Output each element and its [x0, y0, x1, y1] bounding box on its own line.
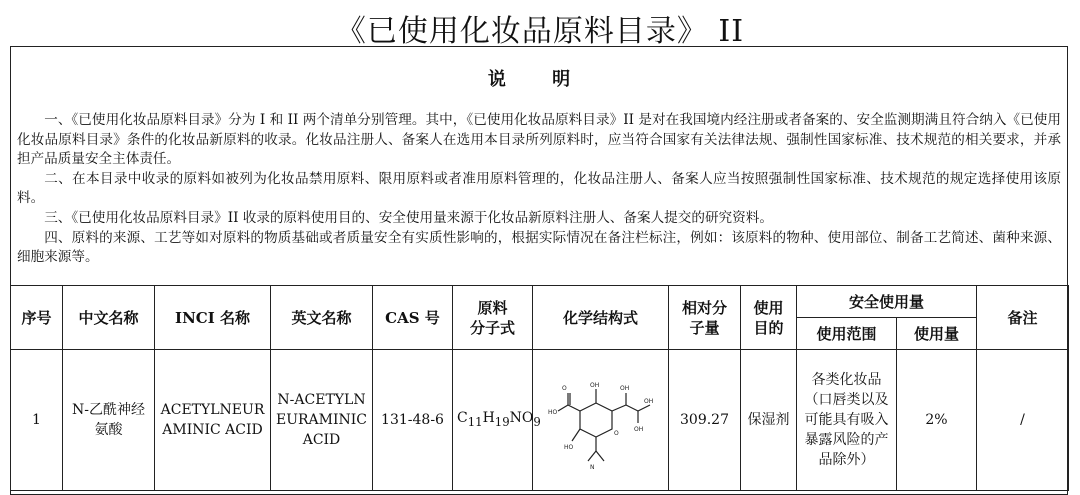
table-header-row: [11, 286, 1069, 318]
catalog-sheet: [10, 46, 1068, 495]
header-amount: 使用量: [897, 318, 977, 350]
notes-section: [11, 47, 1067, 285]
header-cn-name: 中文名称: [63, 286, 155, 350]
cell-mw: 309.27: [669, 350, 741, 491]
header-scope: 使用范围: [797, 318, 897, 350]
header-remarks: 备注: [977, 286, 1069, 350]
header-inci: INCI 名称: [155, 286, 271, 350]
svg-text:OH: OH: [643, 398, 653, 405]
cell-en-name: N-ACETYLNEURAMINIC ACID: [271, 350, 373, 491]
cell-purpose: 保湿剂: [741, 350, 797, 491]
svg-text:OH: OH: [633, 426, 643, 433]
cell-formula: $C_{11}H_{19}NO_9$: [453, 350, 533, 491]
cell-cas: 131-48-6: [373, 350, 453, 491]
header-no: 序号: [11, 286, 63, 350]
svg-text:HO: HO: [563, 444, 573, 451]
header-mw: 相对分 子量: [669, 286, 741, 350]
note-paragraph-3: 三、《已使用化妆品原料目录》II 收录的原料使用目的、安全使用量来源于化妆品新原料注册人、备案人提交的研究资料。: [44, 209, 773, 226]
svg-text:OH: OH: [619, 385, 629, 392]
table-row: [11, 350, 1069, 491]
cell-structure: [533, 350, 669, 491]
ingredient-table: [10, 285, 1069, 491]
cell-inci: ACETYLNEURAMINIC ACID: [155, 350, 271, 491]
svg-text:HO: HO: [547, 409, 557, 416]
chemical-structure-image: [546, 365, 656, 475]
document-title: 《已使用化妆品原料目录》 II: [335, 14, 745, 49]
note-paragraph-4: 四、原料的来源、工艺等如对原料的物质基础或者质量安全有实质性影响的，根据实际情况在备注栏标注，例如：该原料的物种、使用部位、制备工艺简述、菌种来源、细胞来源等。: [17, 229, 1061, 266]
header-safety-group: 安全使用量: [797, 286, 977, 318]
note-paragraph-2: 二、在本目录中收录的原料如被列为化妆品禁用原料、限用原料或者准用原料管理的，化妆品注册人、备案人应当按照强制性国家标准、技术规范的规定选择使用该原料。: [17, 170, 1061, 207]
svg-text:O: O: [613, 430, 619, 437]
header-purpose: 使用 目的: [741, 286, 797, 350]
header-formula: 原料 分子式: [453, 286, 533, 350]
svg-text:OH: OH: [589, 382, 599, 389]
header-en-name: 英文名称: [271, 286, 373, 350]
cell-amount: 2%: [897, 350, 977, 491]
cell-scope: 各类化妆品（口唇类以及可能具有吸入暴露风险的产品除外）: [797, 350, 897, 491]
svg-text:N: N: [589, 464, 594, 471]
notes-body: [17, 111, 1061, 268]
cell-remarks: /: [977, 350, 1069, 491]
header-cas: CAS 号: [373, 286, 453, 350]
note-paragraph-1: 一、《已使用化妆品原料目录》分为 I 和 II 两个清单分别管理。其中，《已使用化妆品原料目录》II 是对在我国境内经注册或者备案的、安全监测期满且符合纳入《已使用化妆品原料目录》条件的化妆品新原料的收录。化妆品注册人、备案人在选用本目录所列原料时，应当符合国家有关法律法规、强制性国家标准、技术规范的相关要求，并承担产品质量安全主体责任。: [17, 112, 1061, 168]
header-structure: 化学结构式: [533, 286, 669, 350]
cell-no: 1: [11, 350, 63, 491]
svg-text:O: O: [561, 385, 567, 392]
cell-cn-name: N-乙酰神经氨酸: [63, 350, 155, 491]
notes-heading: 说 明: [487, 69, 591, 90]
